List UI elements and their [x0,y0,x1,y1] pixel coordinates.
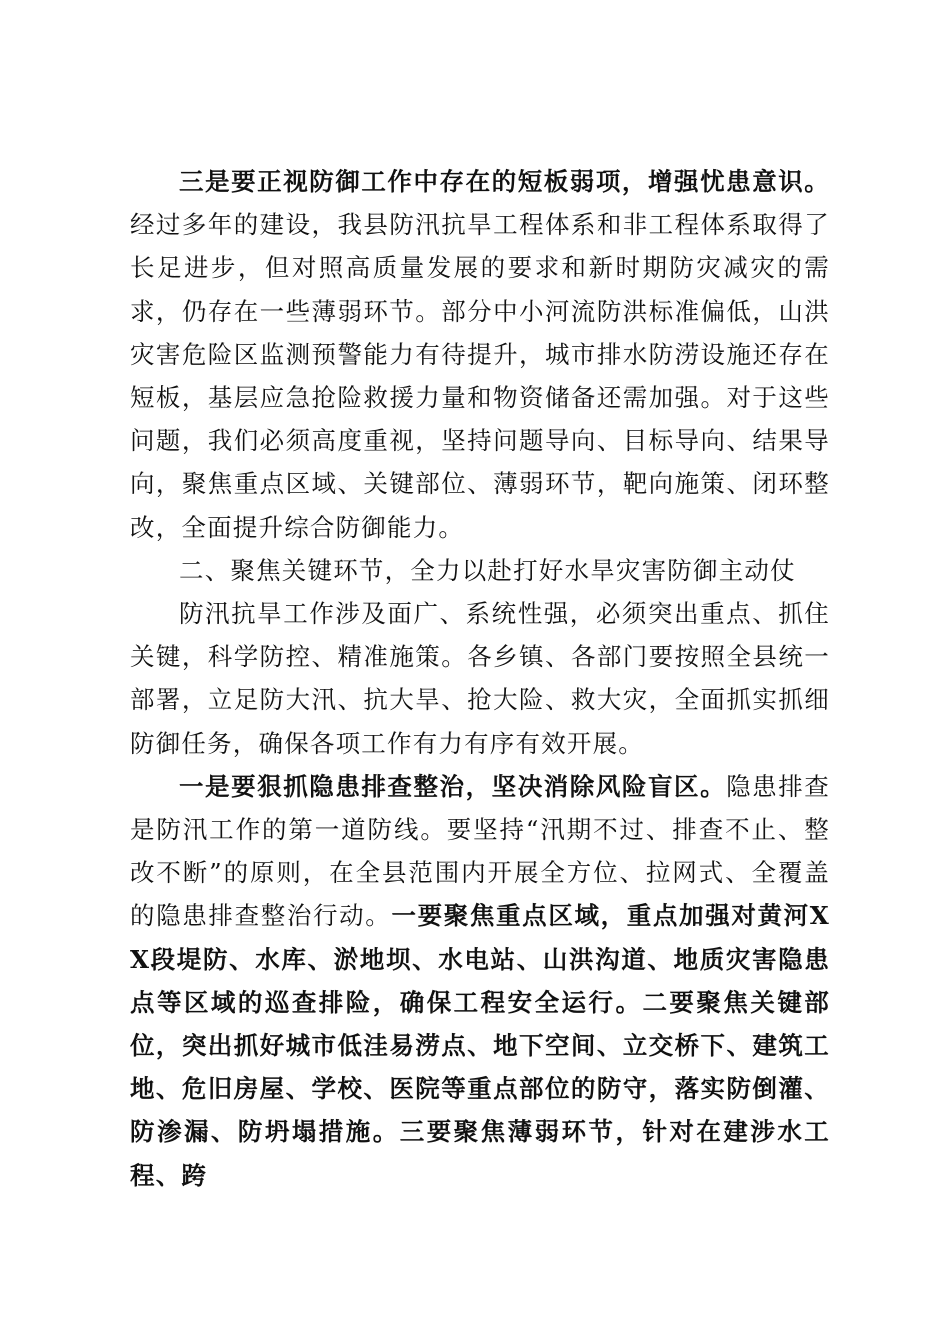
paragraph-lead-bold: 一是要狠抓隐患排查整治，坚决消除风险盲区。 [179,771,727,801]
paragraph-body-text: 隐患排查是防汛工作的第一道防线。要坚持“汛期不过、排查不止、整改不断”的原则，在全县范围内开展全方位、拉网式、全覆盖的隐患排查整治行动。 [130,771,830,931]
document-body [130,160,830,1197]
section-heading-key-links: 二、聚焦关键环节，全力以赴打好水旱灾害防御主动仗 [179,555,796,585]
paragraph-body-text: 经过多年的建设，我县防汛抗旱工程体系和非工程体系取得了长足进步，但对照高质量发展的要求和新时期防灾减灾的需求，仍存在一些薄弱环节。部分中小河流防洪标准偏低，山洪灾害危险区监测预警能力有待提升，城市排水防涝设施还存在短板，基层应急抢险救援力量和物资储备还需加强。对于这些问题，我们必须高度重视，坚持问题导向、目标导向、结果导向，聚焦重点区域、关键部位、薄弱环节，靶向施策、闭环整改，全面提升综合防御能力。 [130,210,830,542]
paragraph-lead-bold: 三是要正视防御工作中存在的短板弱项，增强忧患意识。 [179,167,830,196]
paragraph-tail-bold: 一要聚焦重点区域，重点加强对黄河XX段堤防、水库、淤地坝、水电站、山洪沟道、地质灾害隐患点等区域的巡查排险，确保工程安全运行。二要聚焦关键部位，突出抓好城市低洼易涝点、地下空间、立交桥下、建筑工地、危旧房屋、学校、医院等重点部位的防守，落实防倒灌、防渗漏、防坍塌措施。三要聚焦薄弱环节，针对在建涉水工程、跨 [130,901,830,1190]
paragraph-shortcomings [130,160,830,549]
paragraph-key-links-intro [130,592,830,765]
paragraph-body-text: 防汛抗旱工作涉及面广、系统性强，必须突出重点、抓住关键，科学防控、精准施策。各乡镇、各部门要按照全县统一部署，立足防大汛、抗大旱、抢大险、救大灾，全面抓实抓细防御任务，确保各项工作有力有序有效开展。 [130,599,830,758]
paragraph-hazard-inspection [130,765,830,1197]
